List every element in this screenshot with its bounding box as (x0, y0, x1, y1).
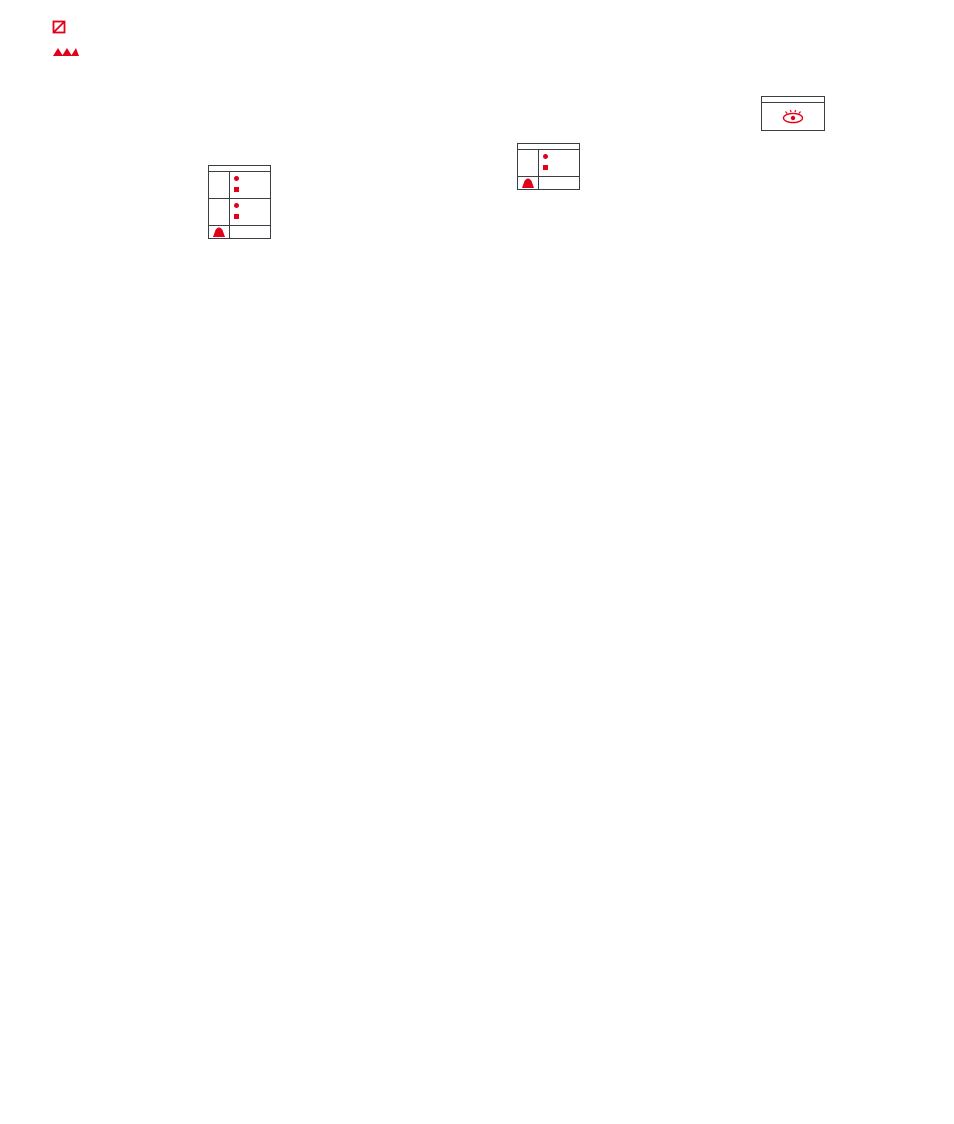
climbing-crane-figure (30, 695, 275, 1057)
legend-jib-row (52, 46, 87, 57)
infobox-b619a (761, 96, 825, 131)
force-row (209, 199, 270, 226)
infobox-vb22 (517, 143, 580, 190)
ballast-value (539, 177, 545, 189)
force-row (209, 172, 270, 199)
legend-mast-row (52, 20, 73, 34)
ballast-value (230, 226, 236, 238)
mast-section-icon (52, 20, 66, 34)
force-label (518, 150, 539, 176)
square-marker (543, 165, 548, 170)
ballast-icon (209, 226, 230, 238)
square-marker (234, 187, 239, 192)
ballast-row (209, 226, 270, 238)
load-reaction-chart (255, 695, 954, 1095)
eye-icon (762, 103, 824, 130)
square-marker (234, 214, 239, 219)
force-label (209, 172, 230, 198)
force-values (539, 150, 579, 176)
dot-marker (234, 176, 239, 181)
force-values (230, 172, 270, 198)
dot-marker (234, 203, 239, 208)
infobox-p22a (208, 165, 271, 239)
force-label (209, 199, 230, 225)
jib-icon (52, 46, 80, 57)
force-row (518, 150, 579, 177)
ballast-icon (518, 177, 539, 189)
mast-diagrams (0, 60, 954, 605)
force-values (230, 199, 270, 225)
ballast-row (518, 177, 579, 189)
dot-marker (543, 154, 548, 159)
